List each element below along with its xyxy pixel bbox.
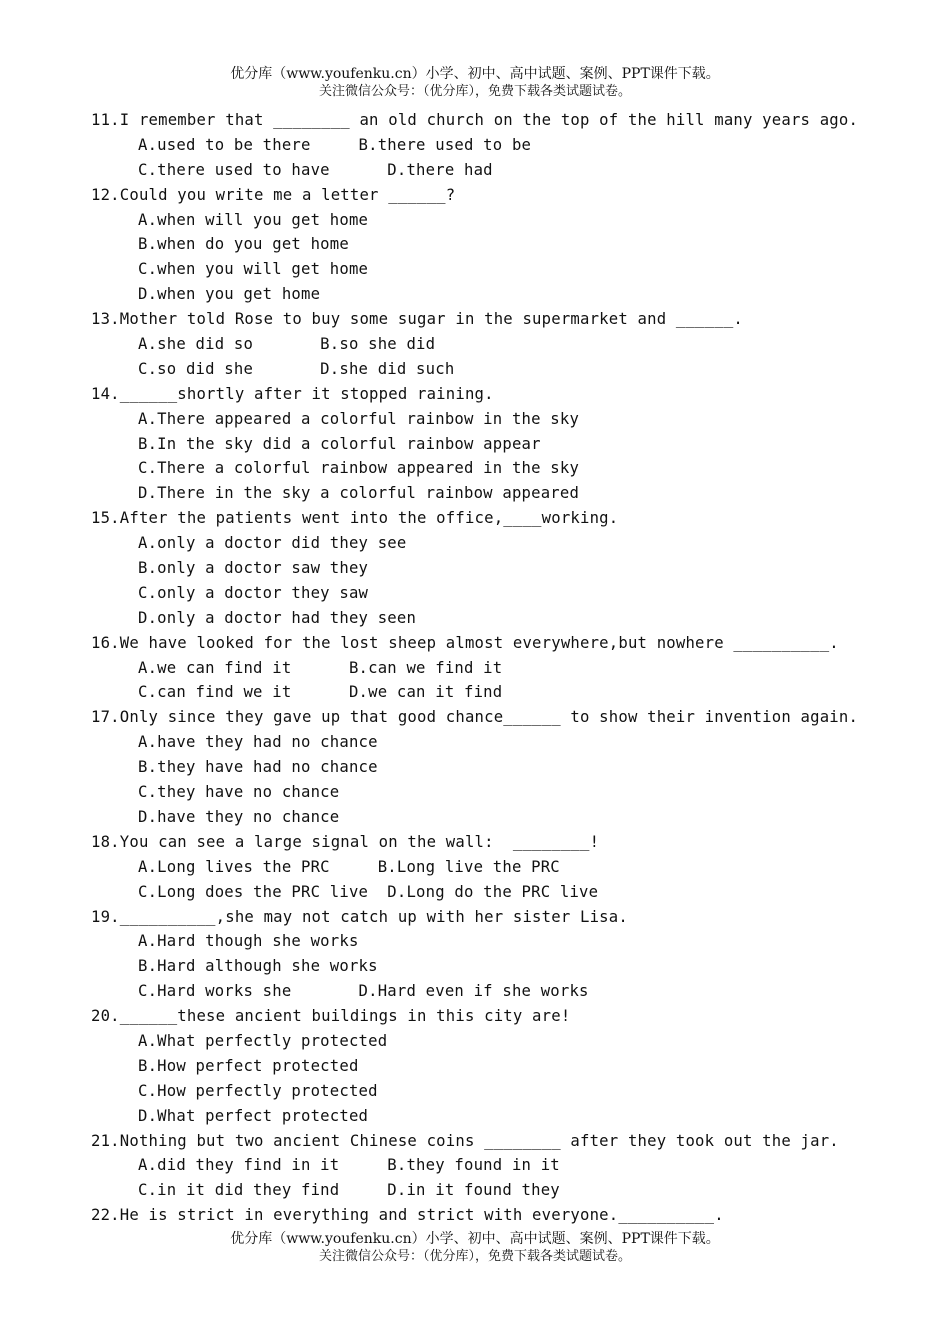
page-footer	[0, 1231, 950, 1265]
answer-option: A.when will you get home	[138, 210, 369, 229]
answer-option: C.when you will get home	[138, 260, 369, 279]
answer-option: B.Hard although she works	[138, 957, 378, 976]
question-stem: 13.Mother told Rose to buy some sugar in the supermarket and ______.	[91, 310, 743, 329]
answer-option: B.In the sky did a colorful rainbow appear	[138, 434, 541, 453]
answer-option: A.Hard though she works	[138, 932, 359, 951]
answer-option: C.there used to have D.there had	[138, 160, 493, 179]
question-stem: 11.I remember that ________ an old church on the top of the hill many years ago.	[91, 111, 859, 129]
answer-option: C.How perfectly protected	[138, 1081, 378, 1100]
answer-option: D.There in the sky a colorful rainbow appeared	[138, 484, 580, 503]
answer-option: C.only a doctor they saw	[138, 583, 369, 602]
question-stem: 19.__________,she may not catch up with her sister Lisa.	[91, 907, 628, 926]
header-line-1: 优分库（www.youfenku.cn）小学、初中、高中试题、案例、PPT课件下载。	[230, 66, 720, 82]
question-stem: 21.Nothing but two ancient Chinese coins ________ after they took out the jar.	[91, 1131, 839, 1150]
header-line-2: 关注微信公众号：（优分库），免费下载各类试题试卷。	[318, 84, 631, 99]
answer-option: A.There appeared a colorful rainbow in the sky	[138, 409, 580, 428]
question-stem: 14.______shortly after it stopped raining.	[91, 384, 494, 403]
question-stem: 22.He is strict in everything and strict with everyone.__________.	[91, 1206, 724, 1225]
question-stem: 20.______these ancient buildings in this city are!	[91, 1007, 571, 1026]
answer-option: A.used to be there B.there used to be	[138, 135, 532, 154]
answer-option: A.we can find it B.can we find it	[138, 658, 503, 677]
answer-option: B.How perfect protected	[138, 1056, 359, 1075]
answer-option: A.only a doctor did they see	[138, 534, 407, 553]
answer-option: C.There a colorful rainbow appeared in the sky	[138, 459, 580, 478]
answer-option: A.What perfectly protected	[138, 1031, 388, 1050]
page-header	[0, 66, 950, 100]
answer-option: A.Long lives the PRC B.Long live the PRC	[138, 857, 560, 876]
answer-option: A.she did so B.so she did	[138, 335, 436, 354]
answer-option: D.have they no chance	[138, 807, 340, 826]
answer-option: B.only a doctor saw they	[138, 559, 369, 578]
question-stem: 17.Only since they gave up that good chance______ to show their invention again.	[91, 708, 859, 727]
footer-line-1: 优分库（www.youfenku.cn）小学、初中、高中试题、案例、PPT课件下载。	[230, 1231, 720, 1247]
question-stem: 18.You can see a large signal on the wall: ________!	[91, 832, 600, 851]
answer-option: C.can find we it D.we can it find	[138, 683, 503, 702]
answer-option: C.Long does the PRC live D.Long do the PRC live	[138, 882, 599, 901]
answer-option: B.when do you get home	[138, 235, 349, 254]
answer-option: D.when you get home	[138, 285, 321, 304]
answer-option: D.only a doctor had they seen	[138, 608, 417, 627]
answer-option: A.did they find in it B.they found in it	[138, 1156, 560, 1175]
question-stem: 15.After the patients went into the office,____working.	[91, 509, 619, 528]
question-stem: 16.We have looked for the lost sheep almost everywhere,but nowhere __________.	[91, 633, 839, 652]
question-stem: 12.Could you write me a letter ______?	[91, 185, 456, 204]
answer-option: C.in it did they find D.in it found they	[138, 1181, 560, 1200]
answer-option: C.Hard works she D.Hard even if she works	[138, 982, 589, 1001]
answer-option: C.so did she D.she did such	[138, 359, 455, 378]
answer-option: B.they have had no chance	[138, 758, 378, 777]
question-list	[91, 108, 941, 1228]
footer-line-2: 关注微信公众号：（优分库），免费下载各类试题试卷。	[318, 1249, 631, 1264]
answer-option: A.have they had no chance	[138, 733, 378, 752]
answer-option: C.they have no chance	[138, 783, 340, 802]
answer-option: D.What perfect protected	[138, 1106, 369, 1125]
